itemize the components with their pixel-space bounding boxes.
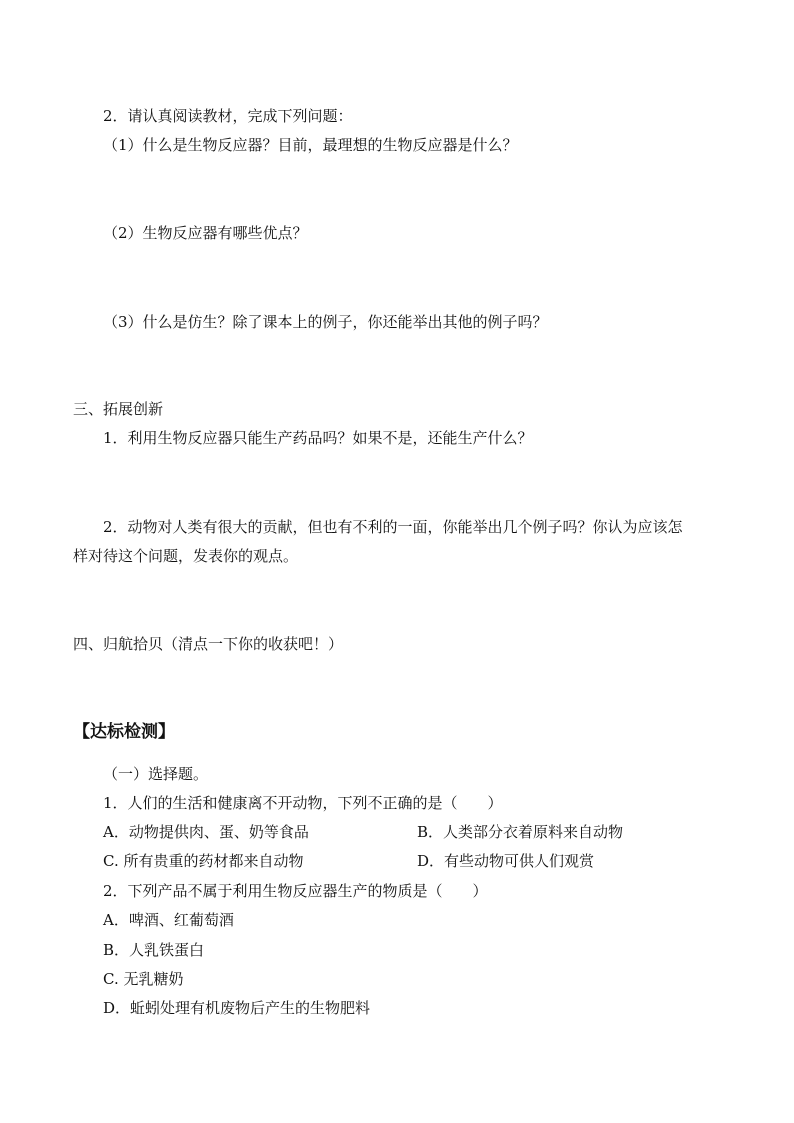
- mcq-1-option-a: A．动物提供肉、蛋、奶等食品: [103, 823, 309, 841]
- mcq-2-option-a: A．啤酒、红葡萄酒: [103, 911, 234, 929]
- assessment-heading: 【达标检测】: [73, 722, 175, 742]
- section-3-question-2-line-2: 样对待这个问题，发表你的观点。: [73, 547, 299, 565]
- mcq-1-option-d: D．有些动物可供人们观赏: [417, 852, 595, 870]
- mcq-2-stem: 2．下列产品不属于利用生物反应器生产的物质是（ ）: [103, 882, 488, 900]
- multiple-choice-title: （一）选择题。: [103, 765, 209, 783]
- mcq-1-stem: 1．人们的生活和健康离不开动物，下列不正确的是（ ）: [103, 794, 503, 812]
- question-2-intro: 2．请认真阅读教材，完成下列问题：: [103, 107, 353, 125]
- question-2-3: （3）什么是仿生？除了课本上的例子，你还能举出其他的例子吗？: [103, 313, 548, 331]
- section-3-question-1: 1．利用生物反应器只能生产药品吗？如果不是，还能生产什么？: [103, 429, 533, 447]
- mcq-2-option-b: B．人乳铁蛋白: [103, 941, 205, 959]
- section-3-question-2-line-1: 2．动物对人类有很大的贡献，但也有不利的一面，你能举出几个例子吗？你认为应该怎: [103, 518, 683, 536]
- mcq-2-option-c: C. 无乳糖奶: [103, 970, 184, 988]
- question-2-1: （1）什么是生物反应器？目前，最理想的生物反应器是什么？: [103, 136, 518, 154]
- section-4-heading: 四、归航拾贝（清点一下你的收获吧！）: [73, 635, 344, 653]
- section-3-heading: 三、拓展创新: [73, 400, 164, 418]
- mcq-2-option-d: D．蚯蚓处理有机废物后产生的生物肥料: [103, 999, 371, 1017]
- mcq-1-option-b: B．人类部分衣着原料来自动物: [417, 823, 624, 841]
- question-2-2: （2）生物反应器有哪些优点？: [103, 224, 308, 242]
- mcq-1-option-c: C. 所有贵重的药材都来自动物: [103, 852, 304, 870]
